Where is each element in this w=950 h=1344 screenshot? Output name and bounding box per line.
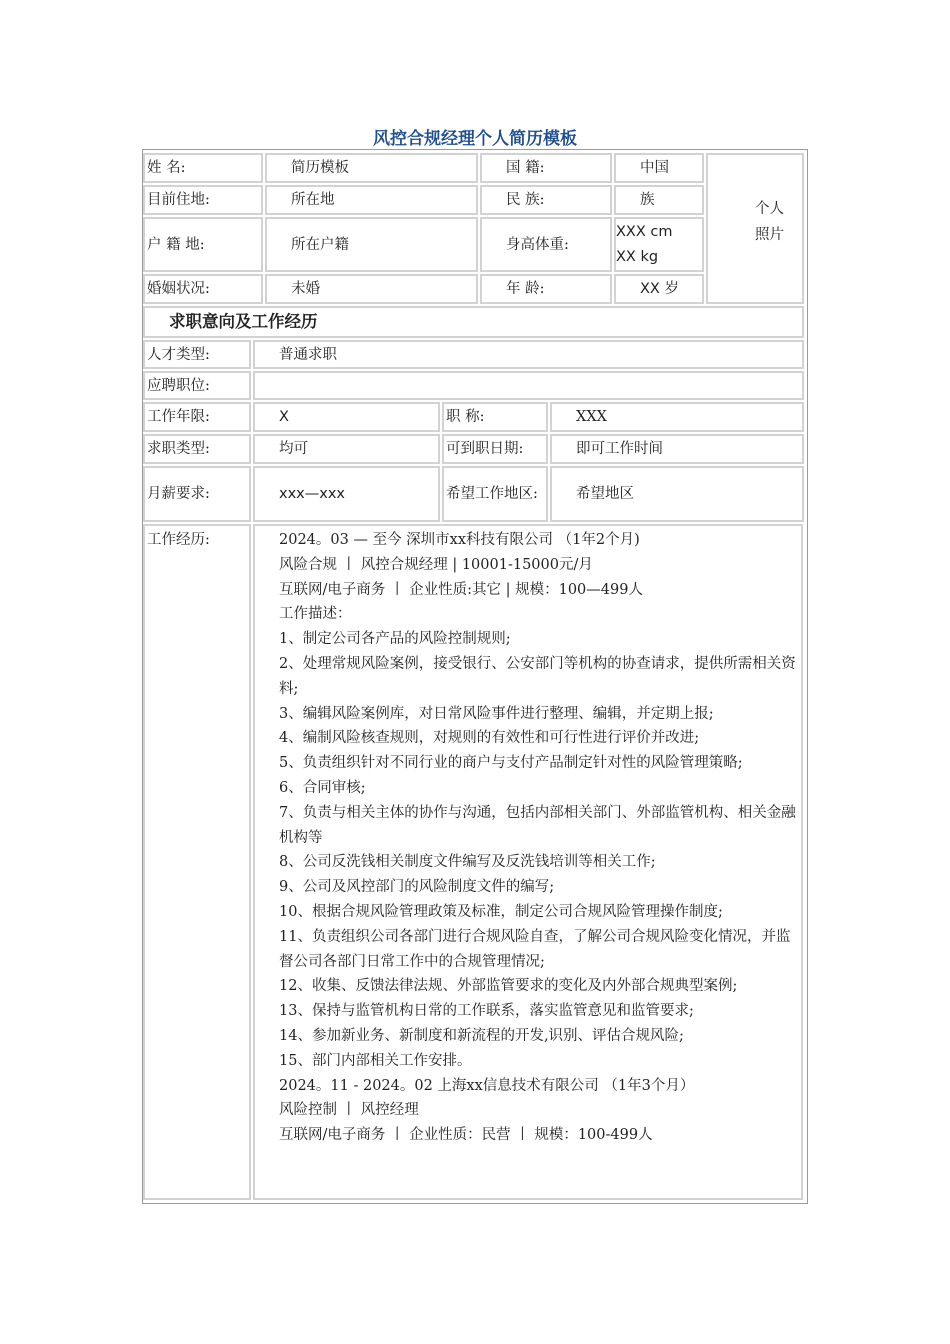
- years-label: 工作年限:: [143, 402, 251, 432]
- experience-line: 14、参加新业务、新制度和新流程的开发,识别、评估合规风险;: [279, 1027, 684, 1044]
- experience-line: 风险合规 丨 风控合规经理 | 10001-15000元/月: [279, 556, 593, 573]
- talent-type-value: 普通求职: [253, 340, 804, 369]
- experience-line: 11、负责组织公司各部门进行合规风险自查，了解公司合规风险变化情况，并监督公司各部门日常工作中的合规管理情况;: [279, 928, 791, 970]
- marital-value: 未婚: [265, 274, 478, 304]
- ethnicity-value: 族: [614, 185, 704, 215]
- name-label: 姓 名:: [143, 153, 263, 183]
- experience-label: 工作经历:: [143, 524, 251, 1200]
- resume-title: 风控合规经理个人简历模板: [373, 129, 577, 149]
- experience-line: 4、编制风险核查规则，对规则的有效性和可行性进行评价并改进;: [279, 730, 700, 747]
- age-value: XX 岁: [614, 274, 704, 304]
- hukou-value: 所在户籍: [265, 217, 478, 272]
- photo-placeholder: [706, 153, 804, 304]
- position-value: [253, 371, 804, 400]
- salary-value: xxx—xxx: [253, 466, 440, 522]
- talent-type-label: 人才类型:: [143, 340, 251, 369]
- residence-label: 目前住地:: [143, 185, 263, 215]
- nationality-value: 中国: [614, 153, 704, 183]
- residence-value: 所在地: [265, 185, 478, 215]
- experience-line: 互联网/电子商务 丨 企业性质:其它 | 规模：100—499人: [279, 581, 643, 598]
- marital-label: 婚姻状况:: [143, 274, 263, 304]
- experience-line: 互联网/电子商务 丨 企业性质：民营 丨 规模：100-499人: [279, 1127, 653, 1144]
- experience-line: 6、合同审核;: [279, 779, 366, 796]
- job-type-label: 求职类型:: [143, 434, 251, 464]
- experience-line: 9、公司及风控部门的风险制度文件的编写;: [279, 879, 555, 896]
- job-type-value: 均可: [253, 434, 440, 464]
- height-weight-label: 身高体重:: [480, 217, 612, 272]
- title-value: XXX: [550, 402, 804, 432]
- experience-line: 5、负责组织针对不同行业的商户与支付产品制定针对性的风险管理策略;: [279, 755, 743, 772]
- height-weight-value: [614, 217, 704, 272]
- name-value: 简历模板: [265, 153, 478, 183]
- experience-line: 7、负责与相关主体的协作与沟通，包括内部相关部门、外部监管机构、相关金融机构等: [279, 804, 796, 846]
- experience-line: 15、部门内部相关工作安排。: [279, 1052, 472, 1069]
- photo-text: 个人照片: [755, 200, 784, 243]
- title-label: 职 称:: [442, 402, 548, 432]
- experience-line: 工作描述：: [279, 606, 352, 623]
- experience-line: 12、收集、反馈法律法规、外部监管要求的变化及内外部合规典型案例;: [279, 978, 738, 995]
- salary-label: 月薪要求:: [143, 466, 251, 522]
- start-date-value: 即可工作时间: [550, 434, 804, 464]
- experience-line: 8、公司反洗钱相关制度文件编写及反洗钱培训等相关工作;: [279, 854, 656, 871]
- location-label: 希望工作地区:: [442, 466, 548, 522]
- hukou-label: 户 籍 地:: [143, 217, 263, 272]
- experience-line: 风险控制 丨 风控经理: [279, 1102, 419, 1119]
- experience-line: 2024。11 - 2024。02 上海xx信息技术有限公司 （1年3个月）: [279, 1077, 695, 1094]
- ethnicity-label: 民 族:: [480, 185, 612, 215]
- years-value: X: [253, 402, 440, 432]
- experience-line: 10、根据合规风险管理政策及标准，制定公司合规风险管理操作制度;: [279, 903, 723, 920]
- start-date-label: 可到职日期:: [442, 434, 548, 464]
- position-label: 应聘职位:: [143, 371, 251, 400]
- experience-line: 13、保持与监管机构日常的工作联系，落实监管意见和监管要求;: [279, 1003, 694, 1020]
- weight-value: XX kg: [616, 248, 659, 265]
- experience-line: 1、制定公司各产品的风险控制规则;: [279, 631, 511, 648]
- experience-line: 3、编辑风险案例库，对日常风险事件进行整理、编辑，并定期上报;: [279, 705, 714, 722]
- section-title: 求职意向及工作经历: [143, 306, 804, 338]
- experience-line: 2、处理常规风险案例，接受银行、公安部门等机构的协查请求，提供所需相关资料;: [279, 655, 796, 697]
- experience-line: 2024。03 — 至今 深圳市xx科技有限公司 （1年2个月): [279, 532, 640, 548]
- age-label: 年 龄:: [480, 274, 612, 304]
- nationality-label: 国 籍:: [480, 153, 612, 183]
- height-value: XXX cm: [616, 223, 673, 240]
- experience-content: [253, 524, 803, 1200]
- location-value: 希望地区: [550, 466, 804, 522]
